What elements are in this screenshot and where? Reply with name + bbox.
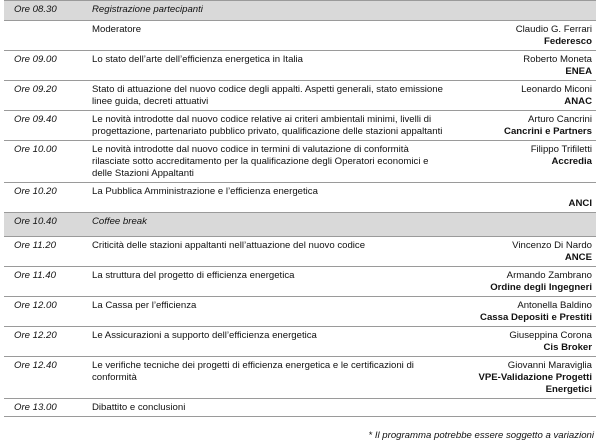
speaker-organization: Cassa Depositi e Prestiti	[480, 312, 592, 323]
agenda-body	[4, 1, 596, 417]
speaker-name: Antonella Baldino	[517, 300, 592, 311]
agenda-time: Ore 08.30	[4, 1, 88, 21]
agenda-topic: La Pubblica Amministrazione e l’efficienza energetica	[88, 183, 448, 213]
agenda-topic: Coffee break	[88, 213, 448, 237]
agenda-row	[4, 21, 596, 51]
speaker-name: Leonardo Miconi	[521, 84, 592, 95]
agenda-speaker-cell	[448, 399, 596, 417]
speaker-organization: VPE-Validazione Progetti Energetici	[478, 372, 592, 395]
agenda-speaker-cell	[448, 183, 596, 213]
agenda-time: Ore 09.20	[4, 81, 88, 111]
speaker-organization: ANCI	[568, 198, 592, 209]
agenda-topic: Lo stato dell’arte dell’efficienza energetica in Italia	[88, 51, 448, 81]
agenda-time: Ore 12.40	[4, 357, 88, 399]
agenda-row	[4, 327, 596, 357]
agenda-time	[4, 21, 88, 51]
speaker-name	[452, 186, 592, 198]
agenda-time: Ore 12.00	[4, 297, 88, 327]
agenda-time: Ore 13.00	[4, 399, 88, 417]
footnote: * Il programma potrebbe essere soggetto a variazioni	[368, 430, 594, 441]
agenda-speaker-cell	[448, 357, 596, 399]
agenda-time: Ore 10.00	[4, 141, 88, 183]
agenda-row	[4, 81, 596, 111]
agenda-time: Ore 11.40	[4, 267, 88, 297]
speaker-name: Claudio G. Ferrari	[515, 24, 592, 35]
agenda-row	[4, 297, 596, 327]
agenda-speaker-cell	[448, 21, 596, 51]
speaker-organization: Cis Broker	[543, 342, 592, 353]
speaker-organization: ANAC	[564, 96, 592, 107]
agenda-speaker-cell	[448, 213, 596, 237]
agenda-row	[4, 141, 596, 183]
agenda-section-row	[4, 1, 596, 21]
agenda-topic: Stato di attuazione del nuovo codice degli appalti. Aspetti generali, stato emissione linee guida, decreti attuativi	[88, 81, 448, 111]
agenda-speaker-cell	[448, 1, 596, 21]
agenda-topic: Criticità delle stazioni appaltanti nell’attuazione del nuovo codice	[88, 237, 448, 267]
agenda-time: Ore 10.40	[4, 213, 88, 237]
agenda-speaker-cell	[448, 237, 596, 267]
speaker-organization: ENEA	[565, 66, 592, 77]
speaker-organization: Federesco	[544, 36, 592, 47]
speaker-organization: ANCE	[564, 252, 592, 263]
speaker-name: Armando Zambrano	[506, 270, 592, 281]
agenda-time: Ore 11.20	[4, 237, 88, 267]
speaker-organization: Ordine degli Ingegneri	[490, 282, 592, 293]
agenda-topic: Le Assicurazioni a supporto dell’efficienza energetica	[88, 327, 448, 357]
agenda-row	[4, 51, 596, 81]
agenda-row	[4, 357, 596, 399]
agenda-speaker-cell	[448, 297, 596, 327]
agenda-speaker-cell	[448, 111, 596, 141]
agenda-row	[4, 237, 596, 267]
speaker-organization: Cancrini e Partners	[504, 126, 592, 137]
agenda-row	[4, 399, 596, 417]
agenda-time: Ore 10.20	[4, 183, 88, 213]
agenda-topic: Le novità introdotte dal nuovo codice in termini di valutazione di conformità rilasciate sotto accreditamento per la qualificazione degli Operatori economici e delle Stazioni Appaltanti	[88, 141, 448, 183]
agenda-row	[4, 267, 596, 297]
agenda-row	[4, 183, 596, 213]
speaker-name: Filippo Trifiletti	[530, 144, 592, 155]
agenda-speaker-cell	[448, 81, 596, 111]
agenda-table	[4, 0, 596, 417]
agenda-topic: La struttura del progetto di efficienza energetica	[88, 267, 448, 297]
speaker-name: Giovanni Maraviglia	[507, 360, 592, 371]
agenda-time: Ore 09.00	[4, 51, 88, 81]
agenda-section-row	[4, 213, 596, 237]
speaker-name: Vincenzo Di Nardo	[512, 240, 592, 251]
speaker-organization: Accredia	[551, 156, 592, 167]
agenda-topic: Dibattito e conclusioni	[88, 399, 448, 417]
speaker-name: Arturo Cancrini	[528, 114, 592, 125]
agenda-speaker-cell	[448, 51, 596, 81]
agenda-topic: Le verifiche tecniche dei progetti di efficienza energetica e le certificazioni di conformità	[88, 357, 448, 399]
agenda-topic: Registrazione partecipanti	[88, 1, 448, 21]
agenda-row	[4, 111, 596, 141]
agenda-time: Ore 12.20	[4, 327, 88, 357]
agenda-speaker-cell	[448, 327, 596, 357]
agenda-topic: La Cassa per l’efficienza	[88, 297, 448, 327]
speaker-name: Giuseppina Corona	[509, 330, 592, 341]
agenda-topic: Moderatore	[88, 21, 448, 51]
agenda-topic: Le novità introdotte dal nuovo codice relative ai criteri ambientali minimi, livelli di progettazione, partenariato pubblico privato, qualificazione delle stazioni appaltanti	[88, 111, 448, 141]
speaker-name: Roberto Moneta	[523, 54, 592, 65]
agenda-time: Ore 09.40	[4, 111, 88, 141]
agenda-speaker-cell	[448, 267, 596, 297]
agenda-speaker-cell	[448, 141, 596, 183]
